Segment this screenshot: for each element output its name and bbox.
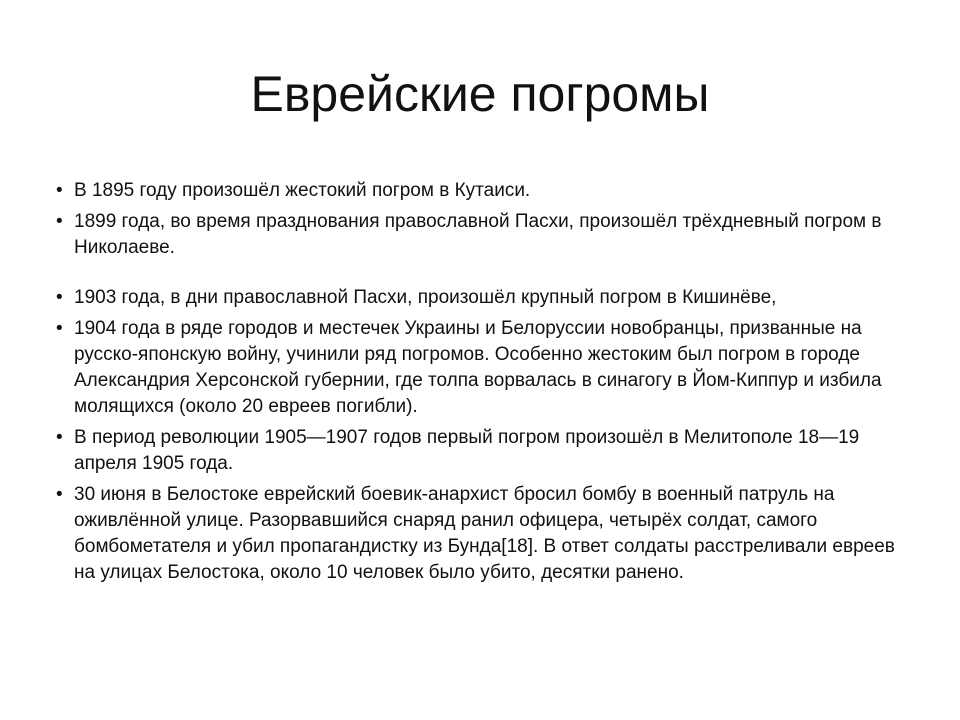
bullet-icon: •	[56, 427, 63, 448]
bullet-text: В период революции 1905—1907 годов первый погром произошёл в Мелитополе 18—19 апреля 1905 года.	[74, 427, 860, 474]
bullet-item-1	[56, 178, 906, 204]
bullet-item-4	[56, 316, 906, 420]
bullet-icon: •	[56, 318, 63, 339]
bullet-icon: •	[56, 211, 63, 232]
bullet-list	[56, 178, 906, 591]
bullet-text: 1903 года, в дни православной Пасхи, произошёл крупный погром в Кишинёве,	[74, 287, 777, 308]
bullet-text: 1899 года, во время празднования православной Пасхи, произошёл трёхдневный погром в Николаеве.	[74, 211, 882, 258]
bullet-item-3	[56, 285, 906, 311]
bullet-item-5	[56, 425, 906, 477]
bullet-icon: •	[56, 484, 63, 505]
bullet-text: 30 июня в Белостоке еврейский боевик-анархист бросил бомбу в военный патруль на оживлённой улице. Разорвавшийся снаряд ранил офицера, четырёх солдат, самого бомбометателя и убил пропагандистку из Бунда[18]. В ответ солдаты расстреливали евреев на улицах Белостока, около 10 человек было убито, десятки ранено.	[74, 484, 895, 583]
bullet-icon: •	[56, 287, 63, 308]
bullet-text: 1904 года в ряде городов и местечек Украины и Белоруссии новобранцы, призванные на русско-японскую войну, учинили ряд погромов. Особенно жестоким был погром в городе Александрия Херсонской губернии, где толпа ворвалась в синагогу в Йом-Киппур и избила молящихся (около 20 евреев погибли).	[74, 318, 882, 417]
bullet-item-6	[56, 482, 906, 586]
bullet-item-2	[56, 209, 906, 261]
bullet-text: В 1895 году произошёл жестокий погром в Кутаиси.	[74, 180, 531, 201]
slide-title: Еврейские погромы	[250, 66, 710, 122]
bullet-icon: •	[56, 180, 63, 201]
